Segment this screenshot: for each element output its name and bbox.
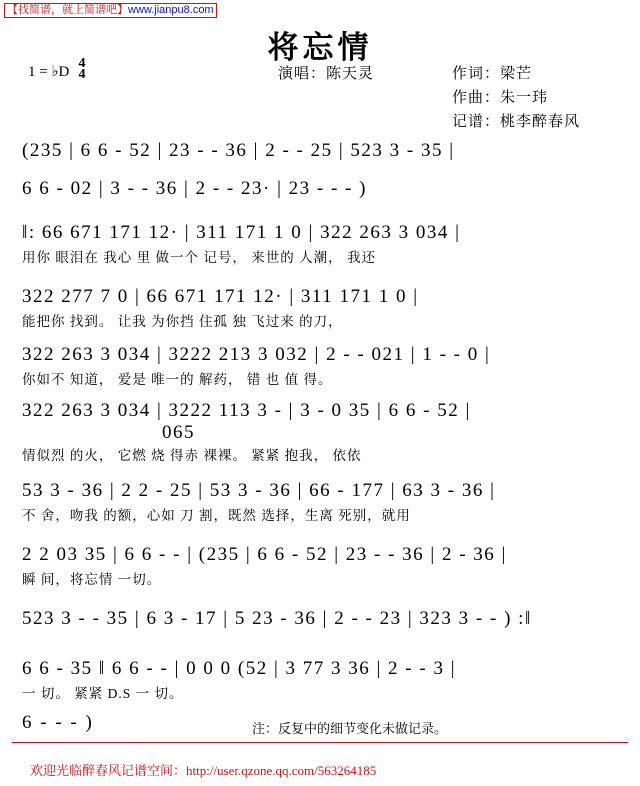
staff-row-notes: 2 2 03 35 | 6 6 - - | (235 | 6 6 - 52 | 23 - - 36 | 2 - 36 | <box>22 544 507 565</box>
key-signature: 1 = ♭D <box>28 64 70 80</box>
staff-row-lyrics: 不 舍，吻我 的额，心如 刀 割，既然 选择，生离 死别，就用 <box>22 508 411 523</box>
staff-row <box>22 658 622 702</box>
bottom-divider <box>12 742 628 743</box>
top-watermark-text: 【找简谱，就上简谱吧】 <box>7 4 128 16</box>
credit-singer: 演唱：陈天灵 <box>278 66 375 82</box>
credit-composer: 作曲：朱一玮 <box>452 90 549 106</box>
time-signature-denominator: 4 <box>78 67 86 82</box>
time-signature-numerator: 4 <box>78 56 86 71</box>
credit-lyricist: 作词：梁芒 <box>452 66 533 82</box>
staff-row <box>22 222 622 266</box>
bottom-watermark-banner: 欢迎光临醉春风记谱空间：http://user.qzone.qq.com/563264185 <box>30 763 377 778</box>
staff-row-lyrics: 情似烈 的火， 它燃 烧 得赤 裸裸。 紧紧 抱我， 依依 <box>22 448 362 463</box>
staff-row-lyrics: 你如不 知道， 爱是 唯一的 解药， 错 也 值 得。 <box>22 372 333 387</box>
staff-row <box>22 400 622 463</box>
staff-row-notes: (235 | 6 6 - 52 | 23 - - 36 | 2 - - 25 | 523 3 - 35 | <box>22 140 455 161</box>
staff-row-notes: ‖: 66 671 171 12· | 311 171 1 0 | 322 263 3 034 | <box>22 222 461 243</box>
staff-row <box>22 544 622 588</box>
staff-row-lyrics: 用你 眼泪在 我心 里 做一个 记号， 来世的 人潮， 我还 <box>22 250 376 265</box>
staff-row <box>22 608 622 652</box>
final-measure-notes: 6 - - - ) <box>22 712 94 733</box>
staff-row-notes: 6 6 - 02 | 3 - - 36 | 2 - - 23· | 23 - - - ) <box>22 178 367 199</box>
top-watermark-url: www.jianpu8.com <box>128 4 214 16</box>
staff-row <box>22 286 622 330</box>
staff-row-notes: 322 263 3 034 | 3222 213 3 032 | 2 - - 021 | 1 - - 0 | <box>22 344 491 365</box>
staff-row-notes: 53 3 - 36 | 2 2 - 25 | 53 3 - 36 | 66 - 177 | 63 3 - 36 | <box>22 480 496 501</box>
staff-row-lyrics <box>22 632 622 652</box>
time-signature <box>72 58 92 80</box>
staff-row <box>22 480 622 524</box>
staff-row-lyrics: 能把你 找到。 让我 为你挡 住孤 独 飞过来 的刀， <box>22 314 343 329</box>
credit-notator: 记谱：桃李醉春风 <box>452 114 581 130</box>
staff-row <box>22 178 622 222</box>
staff-row-lyrics: 瞬 间，将忘情 一切。 <box>22 572 162 587</box>
staff-row-notes: 322 263 3 034 | 3222 113 3 - | 3 - 0 35 | 6 6 - 52 | <box>22 400 471 421</box>
staff-row-notes: 6 6 - 35 ‖ 6 6 - - | 0 0 0 (52 | 3 77 3 36 | 2 - - 3 | <box>22 658 457 679</box>
staff-row <box>22 344 622 388</box>
page-title: 将忘情 <box>267 30 373 66</box>
staff-row-notes: 523 3 - - 35 | 6 3 - 17 | 5 23 - 36 | 2 - - 23 | 323 3 - - ) :‖ <box>22 608 532 629</box>
staff-row-sub-notes: 065 <box>162 422 195 443</box>
top-watermark-banner <box>4 3 217 18</box>
staff-row-notes: 322 277 7 0 | 66 671 171 12· | 311 171 1 0 | <box>22 286 419 307</box>
staff-row-lyrics <box>22 202 622 222</box>
staff-row-lyrics: 一 切。 紧紧 D.S 一 切。 <box>22 686 184 701</box>
footnote: 注：反复中的细节变化未做记录。 <box>252 721 448 736</box>
